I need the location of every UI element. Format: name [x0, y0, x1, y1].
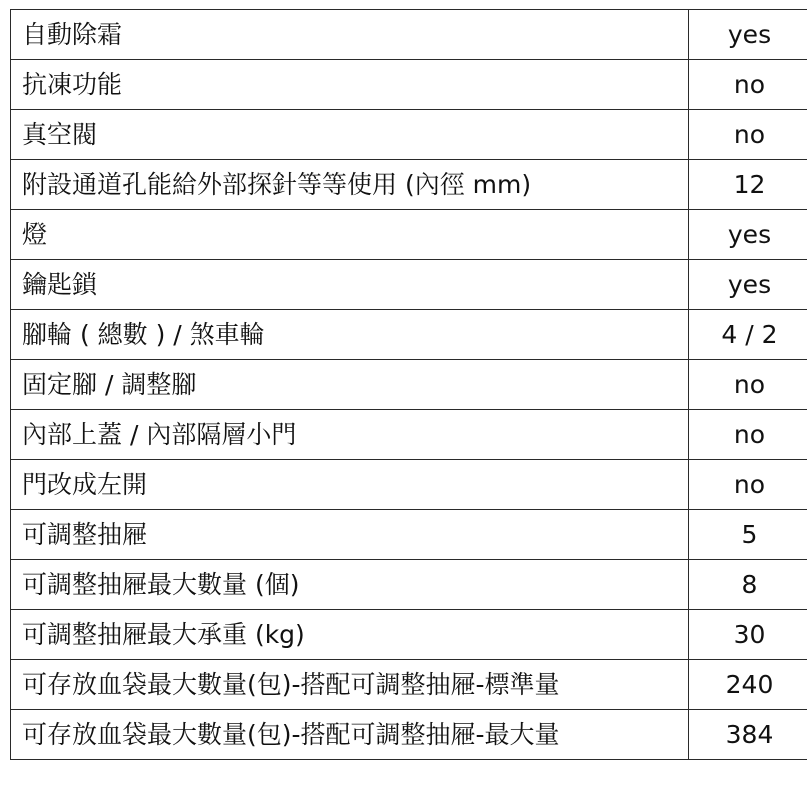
- spec-table-body: [11, 10, 807, 760]
- spec-table: [10, 9, 807, 760]
- row-label: 自動除霜: [11, 10, 689, 60]
- row-value: 8: [689, 560, 807, 610]
- row-value: 384: [689, 710, 807, 760]
- row-label: 鑰匙鎖: [11, 260, 689, 310]
- row-label: 固定腳 / 調整腳: [11, 360, 689, 410]
- table-row: [11, 510, 807, 560]
- row-label: 腳輪 ( 總數 ) / 煞車輪: [11, 310, 689, 360]
- row-value: 30: [689, 610, 807, 660]
- row-value: no: [689, 110, 807, 160]
- table-row: [11, 560, 807, 610]
- row-label: 可調整抽屜: [11, 510, 689, 560]
- table-row: [11, 710, 807, 760]
- table-row: [11, 110, 807, 160]
- row-value: no: [689, 60, 807, 110]
- row-value: no: [689, 360, 807, 410]
- row-label: 可調整抽屜最大數量 (個): [11, 560, 689, 610]
- table-row: [11, 210, 807, 260]
- row-value: no: [689, 410, 807, 460]
- row-value: 240: [689, 660, 807, 710]
- table-row: [11, 610, 807, 660]
- row-label: 燈: [11, 210, 689, 260]
- row-label: 可調整抽屜最大承重 (kg): [11, 610, 689, 660]
- table-row: [11, 660, 807, 710]
- row-label: 可存放血袋最大數量(包)-搭配可調整抽屜-最大量: [11, 710, 689, 760]
- row-label: 內部上蓋 / 內部隔層小門: [11, 410, 689, 460]
- row-label: 門改成左開: [11, 460, 689, 510]
- row-value: yes: [689, 10, 807, 60]
- row-value: yes: [689, 210, 807, 260]
- table-row: [11, 10, 807, 60]
- row-label: 可存放血袋最大數量(包)-搭配可調整抽屜-標準量: [11, 660, 689, 710]
- row-value: 12: [689, 160, 807, 210]
- row-label: 抗凍功能: [11, 60, 689, 110]
- row-value: 4 / 2: [689, 310, 807, 360]
- table-row: [11, 160, 807, 210]
- table-row: [11, 360, 807, 410]
- table-row: [11, 310, 807, 360]
- table-row: [11, 410, 807, 460]
- table-row: [11, 60, 807, 110]
- row-value: 5: [689, 510, 807, 560]
- row-value: no: [689, 460, 807, 510]
- table-row: [11, 460, 807, 510]
- row-label: 真空閥: [11, 110, 689, 160]
- table-row: [11, 260, 807, 310]
- row-label: 附設通道孔能給外部探針等等使用 (內徑 mm): [11, 160, 689, 210]
- row-value: yes: [689, 260, 807, 310]
